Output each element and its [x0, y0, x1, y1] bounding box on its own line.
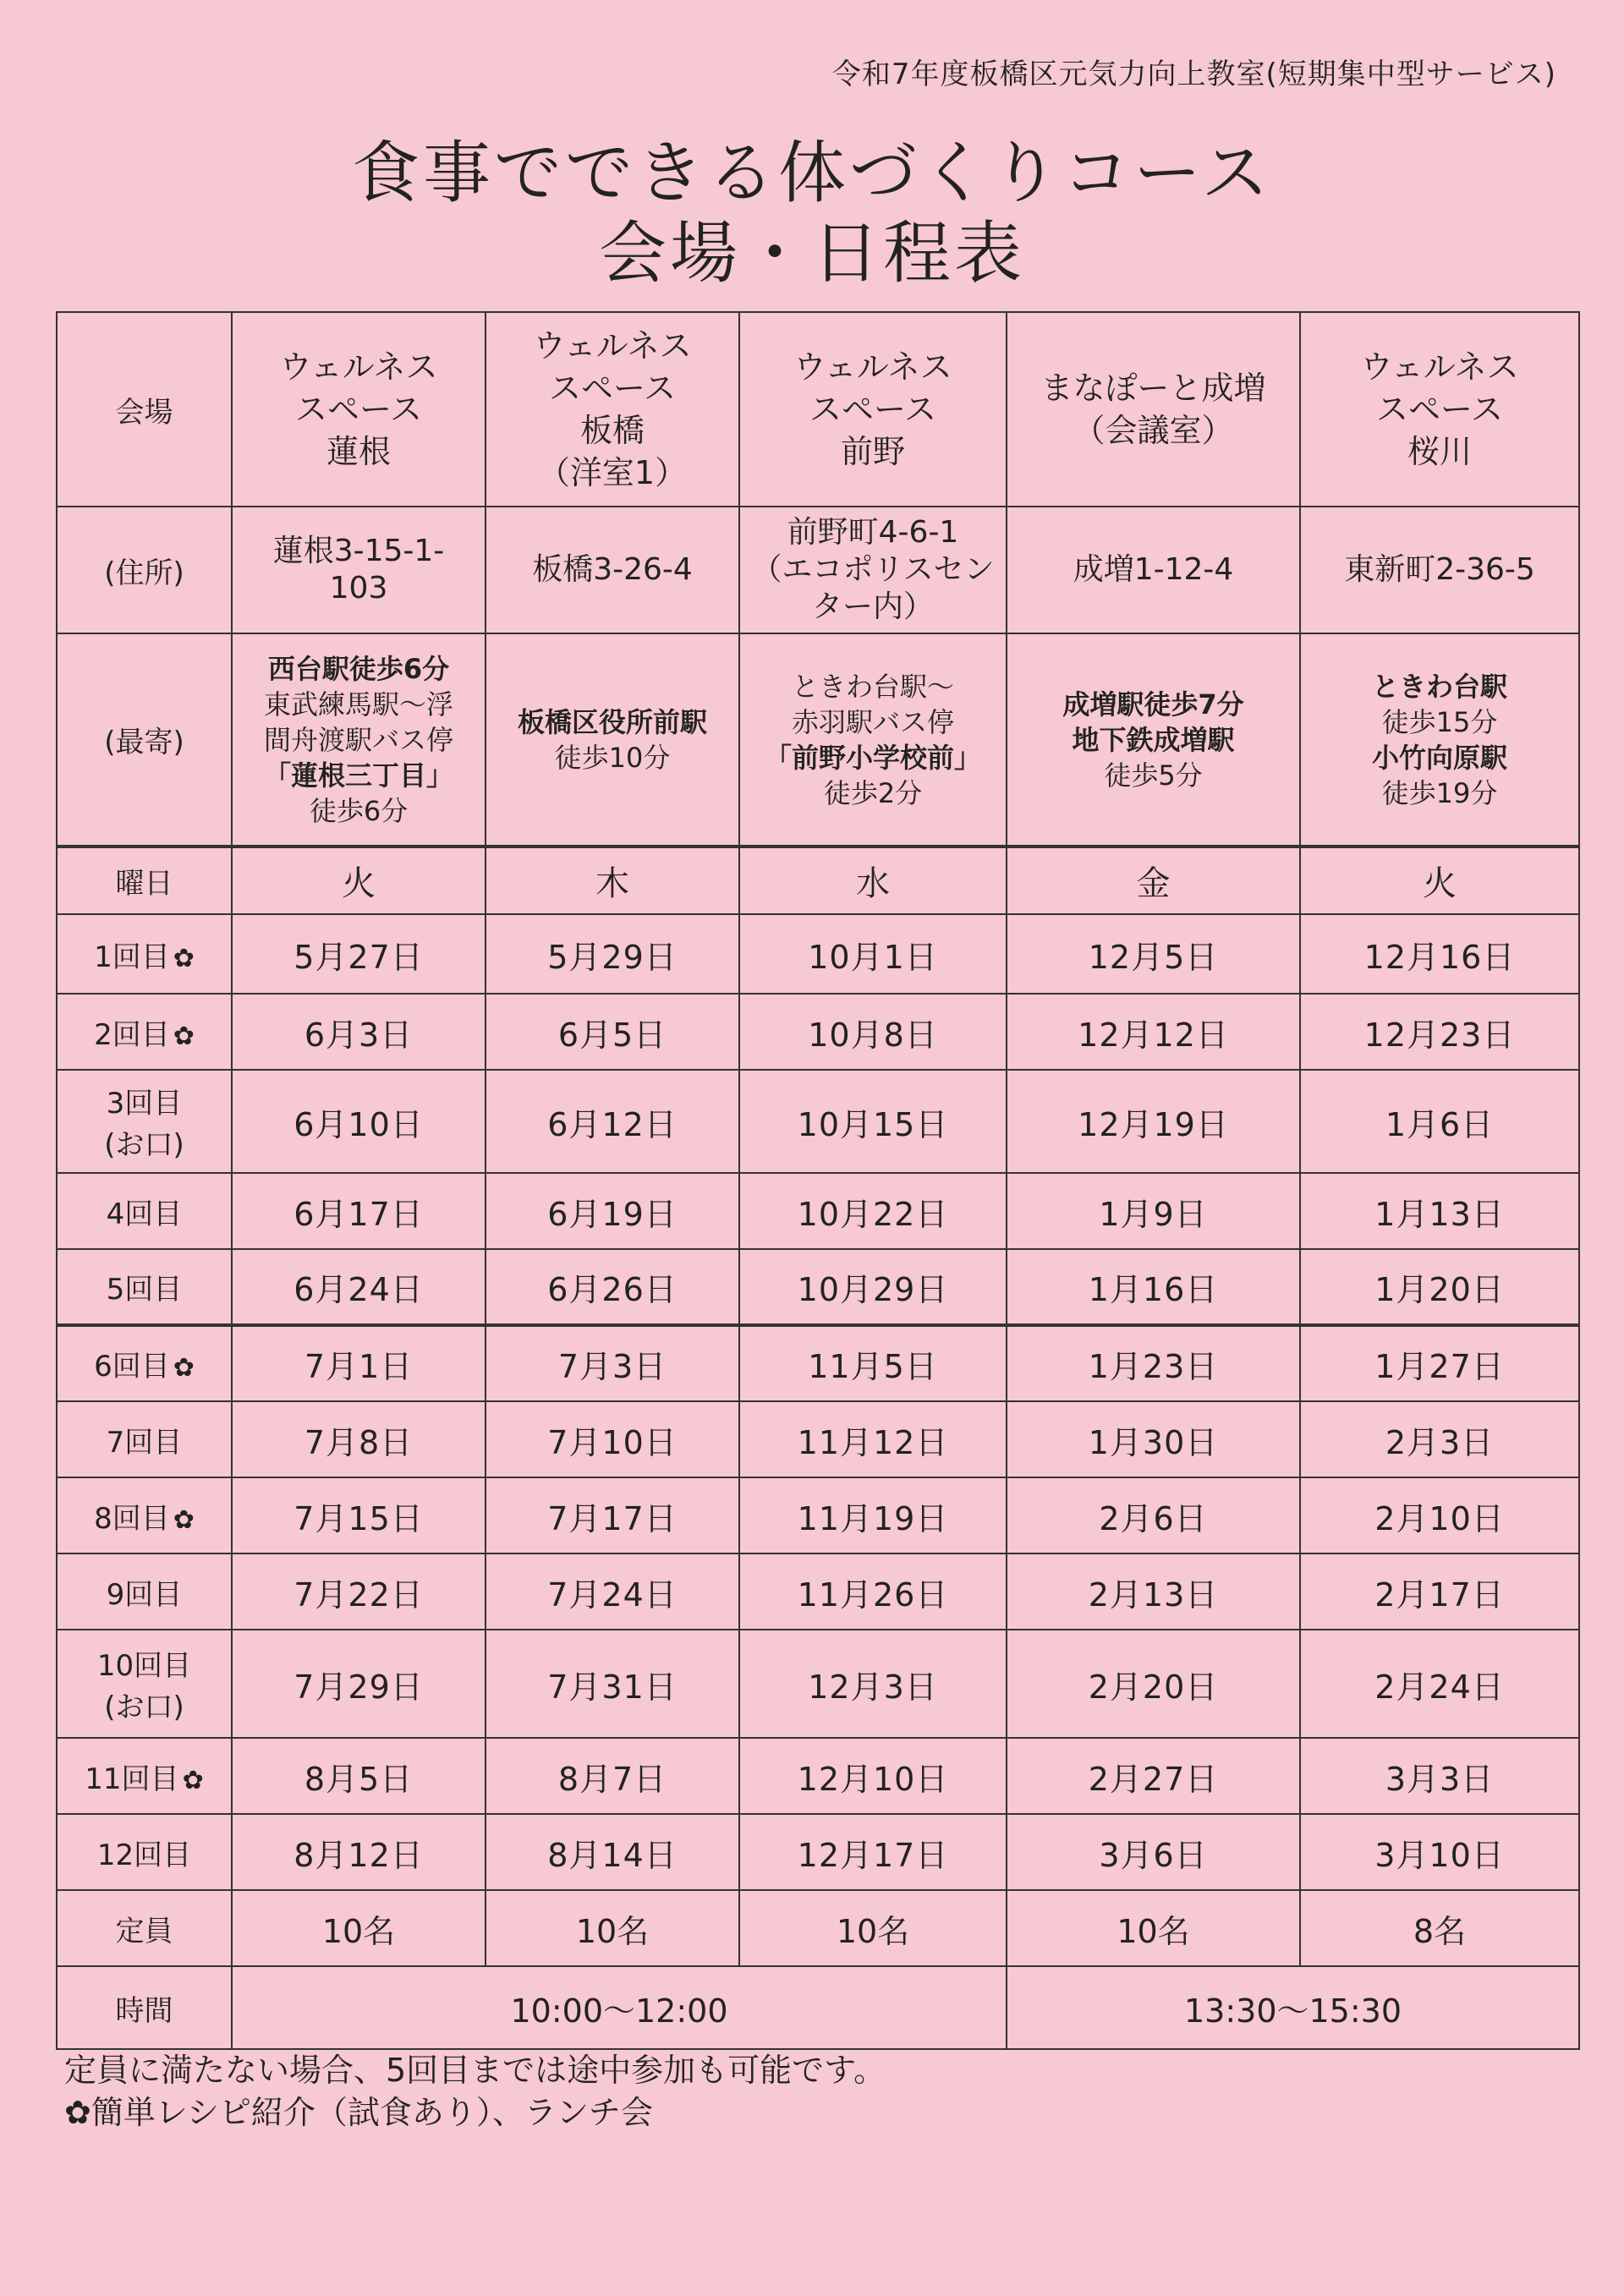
- text-line: 蓮根3-15-1-: [272, 534, 445, 568]
- text-line: 東新町2-36-5: [1344, 552, 1535, 587]
- text-line: スペース: [1375, 391, 1504, 428]
- session-date-cell: 1月30日: [1007, 1401, 1300, 1477]
- session-date-cell: 6月19日: [486, 1173, 739, 1249]
- capacity-cell: 10名: [486, 1890, 739, 1966]
- text-line: 板橋区役所前駅: [517, 705, 707, 738]
- session-label-cell: [57, 994, 232, 1070]
- flower-icon: ✿: [173, 1021, 195, 1051]
- session-date-cell: 7月24日: [486, 1553, 739, 1630]
- row-label-address: (住所): [57, 507, 232, 633]
- flower-icon: ✿: [173, 943, 195, 973]
- row-label-access: (最寄): [57, 633, 232, 847]
- session-number: 10回目: [96, 1649, 192, 1683]
- table-row: [57, 1401, 1579, 1477]
- session-date-cell: 10月1日: [739, 914, 1007, 994]
- session-date-cell: 7月8日: [232, 1401, 486, 1477]
- capacity-cell: 10名: [739, 1890, 1007, 1966]
- session-date-cell: 3月3日: [1300, 1738, 1579, 1814]
- table-row: [57, 994, 1579, 1070]
- text-line: 赤羽駅バス停: [791, 705, 954, 738]
- session-date-cell: 11月5日: [739, 1325, 1007, 1401]
- venue-name-cell: [1300, 312, 1579, 507]
- text-line: ウェルネス: [793, 348, 952, 386]
- session-date-cell: 2月3日: [1300, 1401, 1579, 1477]
- session-date-cell: 12月19日: [1007, 1070, 1300, 1173]
- time-cell-morning: 10:00～12:00: [232, 1966, 1007, 2049]
- session-date-cell: 2月6日: [1007, 1477, 1300, 1553]
- text-line: 東武練馬駅～浮: [263, 688, 453, 721]
- session-date-cell: 2月20日: [1007, 1630, 1300, 1738]
- session-date-cell: 2月17日: [1300, 1553, 1579, 1630]
- text-line: 板橋: [579, 412, 645, 449]
- session-date-cell: 7月3日: [486, 1325, 739, 1401]
- session-number: 7回目: [106, 1425, 183, 1460]
- session-date-cell: 12月10日: [739, 1738, 1007, 1814]
- session-date-cell: 7月22日: [232, 1553, 486, 1630]
- text-line: （エコポリスセン: [751, 552, 995, 587]
- session-date-cell: 2月13日: [1007, 1553, 1300, 1630]
- text-line: 小竹向原駅: [1371, 741, 1507, 774]
- session-date-cell: 11月12日: [739, 1401, 1007, 1477]
- text-line: 「前野小学校前」: [764, 741, 981, 774]
- session-date-cell: 11月19日: [739, 1477, 1007, 1553]
- session-label-cell: [57, 1173, 232, 1249]
- text-line: 「蓮根三丁目」: [263, 759, 453, 792]
- session-date-cell: 6月10日: [232, 1070, 486, 1173]
- weekday-cell: 木: [486, 847, 739, 914]
- text-line: スペース: [548, 370, 677, 407]
- session-date-cell: 11月26日: [739, 1553, 1007, 1630]
- capacity-cell: 8名: [1300, 1890, 1579, 1966]
- session-label-cell: [57, 914, 232, 994]
- session-date-cell: 10月22日: [739, 1173, 1007, 1249]
- text-line: ウェルネス: [279, 348, 438, 386]
- session-label-cell: [57, 1738, 232, 1814]
- venue-name-cell: [739, 312, 1007, 507]
- text-line: ター内）: [811, 589, 934, 624]
- session-date-cell: 10月8日: [739, 994, 1007, 1070]
- table-row: [57, 1325, 1579, 1401]
- session-date-cell: 7月29日: [232, 1630, 486, 1738]
- session-date-cell: 7月17日: [486, 1477, 739, 1553]
- session-date-cell: 6月3日: [232, 994, 486, 1070]
- session-date-cell: 12月23日: [1300, 994, 1579, 1070]
- footnote-midway-join: 定員に満たない場合、5回目までは途中参加も可能です。: [64, 2052, 886, 2089]
- row-label-capacity: 定員: [57, 1890, 232, 1966]
- table-row: [57, 1738, 1579, 1814]
- text-line: 徒歩19分: [1381, 776, 1498, 809]
- session-number: 6回目: [94, 1350, 170, 1384]
- session-date-cell: 8月14日: [486, 1814, 739, 1890]
- session-date-cell: 1月23日: [1007, 1325, 1300, 1401]
- session-date-cell: 6月17日: [232, 1173, 486, 1249]
- weekday-cell: 火: [1300, 847, 1579, 914]
- session-number: 8回目: [94, 1501, 170, 1536]
- session-number: 1回目: [94, 940, 170, 974]
- table-row: [57, 1070, 1579, 1173]
- table-row: [57, 1814, 1579, 1890]
- table-row: [57, 1249, 1579, 1325]
- session-label-cell: [57, 1630, 232, 1738]
- session-date-cell: 12月17日: [739, 1814, 1007, 1890]
- session-date-cell: 8月5日: [232, 1738, 486, 1814]
- session-number: 9回目: [106, 1577, 183, 1612]
- text-line: ウェルネス: [1360, 348, 1519, 386]
- session-sub-label: (お口): [104, 1690, 184, 1724]
- row-label-weekday: 曜日: [57, 847, 232, 914]
- session-number: 5回目: [106, 1273, 183, 1307]
- flower-icon: ✿: [173, 1353, 195, 1383]
- text-line: 前野: [840, 433, 905, 470]
- text-line: 西台駅徒歩6分: [267, 652, 450, 685]
- session-date-cell: 12月3日: [739, 1630, 1007, 1738]
- text-line: 板橋3-26-4: [532, 552, 693, 587]
- text-line: 103: [329, 571, 388, 606]
- footnote-recipe-lunch: ✿簡単レシピ紹介（試食あり）、ランチ会: [64, 2094, 653, 2131]
- weekday-cell: 金: [1007, 847, 1300, 914]
- text-line: 徒歩10分: [554, 741, 671, 774]
- session-date-cell: 1月16日: [1007, 1249, 1300, 1325]
- session-label-cell: [57, 1070, 232, 1173]
- venue-address-cell: [1007, 507, 1300, 633]
- text-line: 成増駅徒歩7分: [1062, 688, 1244, 721]
- venue-address-cell: [232, 507, 486, 633]
- venue-name-cell: [486, 312, 739, 507]
- text-line: 間舟渡駅バス停: [263, 723, 453, 756]
- table-row: [57, 1553, 1579, 1630]
- session-date-cell: 2月10日: [1300, 1477, 1579, 1553]
- session-date-cell: 6月26日: [486, 1249, 739, 1325]
- session-date-cell: 1月6日: [1300, 1070, 1579, 1173]
- session-label-cell: [57, 1249, 232, 1325]
- table-row: [57, 1173, 1579, 1249]
- venue-address-cell: [486, 507, 739, 633]
- text-line: 桜川: [1407, 433, 1472, 470]
- venue-access-cell: [1300, 633, 1579, 847]
- session-date-cell: 5月27日: [232, 914, 486, 994]
- row-label-venue: 会場: [57, 312, 232, 507]
- page-subtitle: 会場・日程表: [599, 214, 1025, 293]
- session-date-cell: 2月24日: [1300, 1630, 1579, 1738]
- capacity-cell: 10名: [232, 1890, 486, 1966]
- text-line: 成増1-12-4: [1073, 552, 1234, 587]
- session-number: 11回目: [85, 1762, 179, 1796]
- session-number: 3回目: [106, 1087, 183, 1121]
- session-date-cell: 1月27日: [1300, 1325, 1579, 1401]
- flower-icon: ✿: [182, 1765, 204, 1795]
- text-line: 地下鉄成増駅: [1072, 723, 1235, 756]
- table-row: [57, 1630, 1579, 1738]
- text-line: スペース: [809, 391, 937, 428]
- session-date-cell: 7月10日: [486, 1401, 739, 1477]
- session-label-cell: [57, 1401, 232, 1477]
- text-line: ウェルネス: [533, 327, 692, 364]
- session-date-cell: 1月9日: [1007, 1173, 1300, 1249]
- session-date-cell: 3月10日: [1300, 1814, 1579, 1890]
- table-row: [57, 1477, 1579, 1553]
- text-line: 徒歩5分: [1104, 759, 1203, 792]
- text-line: まなぽーと成増: [1040, 370, 1266, 407]
- session-date-cell: 7月15日: [232, 1477, 486, 1553]
- venue-access-cell: [486, 633, 739, 847]
- session-date-cell: 5月29日: [486, 914, 739, 994]
- session-sub-label: (お口): [104, 1128, 184, 1162]
- session-date-cell: 6月5日: [486, 994, 739, 1070]
- flower-icon: ✿: [173, 1504, 195, 1535]
- session-date-cell: 1月13日: [1300, 1173, 1579, 1249]
- session-label-cell: [57, 1553, 232, 1630]
- session-date-cell: 8月7日: [486, 1738, 739, 1814]
- venue-name-cell: [232, 312, 486, 507]
- text-line: 前野町4-6-1: [787, 515, 959, 550]
- text-line: 徒歩2分: [823, 776, 923, 809]
- session-date-cell: 10月29日: [739, 1249, 1007, 1325]
- header-note: 令和7年度板橋区元気力向上教室(短期集中型サービス): [831, 58, 1556, 91]
- text-line: スペース: [294, 391, 423, 428]
- session-date-cell: 1月20日: [1300, 1249, 1579, 1325]
- weekday-cell: 水: [739, 847, 1007, 914]
- session-number: 2回目: [94, 1017, 170, 1052]
- session-date-cell: 12月5日: [1007, 914, 1300, 994]
- venue-access-cell: [1007, 633, 1300, 847]
- venue-name-cell: [1007, 312, 1300, 507]
- page-title: 食事でできる体づくりコース: [352, 134, 1272, 212]
- session-label-cell: [57, 1814, 232, 1890]
- session-number: 12回目: [96, 1838, 192, 1872]
- text-line: （洋室1）: [537, 454, 688, 491]
- session-date-cell: 7月31日: [486, 1630, 739, 1738]
- session-label-cell: [57, 1477, 232, 1553]
- venue-address-cell: [739, 507, 1007, 633]
- session-number: 4回目: [106, 1197, 183, 1231]
- text-line: 徒歩6分: [309, 794, 409, 827]
- venue-access-cell: [232, 633, 486, 847]
- venue-address-cell: [1300, 507, 1579, 633]
- text-line: （会議室）: [1073, 412, 1234, 449]
- session-label-cell: [57, 1325, 232, 1401]
- table-row: [57, 914, 1579, 994]
- venue-access-cell: [739, 633, 1007, 847]
- text-line: ときわ台駅～: [791, 670, 954, 703]
- session-date-cell: 12月12日: [1007, 994, 1300, 1070]
- text-line: ときわ台駅: [1371, 670, 1507, 703]
- weekday-cell: 火: [232, 847, 486, 914]
- row-label-time: 時間: [57, 1966, 232, 2049]
- capacity-cell: 10名: [1007, 1890, 1300, 1966]
- session-date-cell: 8月12日: [232, 1814, 486, 1890]
- session-date-cell: 6月24日: [232, 1249, 486, 1325]
- session-date-cell: 10月15日: [739, 1070, 1007, 1173]
- text-line: 徒歩15分: [1381, 705, 1498, 738]
- session-date-cell: 6月12日: [486, 1070, 739, 1173]
- text-line: 蓮根: [326, 433, 391, 470]
- session-date-cell: 2月27日: [1007, 1738, 1300, 1814]
- session-date-cell: 7月1日: [232, 1325, 486, 1401]
- session-date-cell: 3月6日: [1007, 1814, 1300, 1890]
- session-date-cell: 12月16日: [1300, 914, 1579, 994]
- schedule-table: [56, 311, 1580, 2050]
- time-cell-afternoon: 13:30～15:30: [1007, 1966, 1579, 2049]
